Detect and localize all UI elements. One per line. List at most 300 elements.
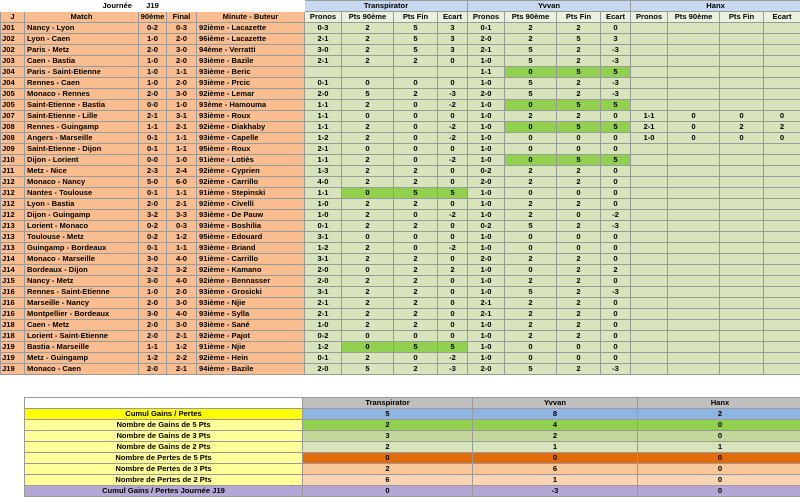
summary-value: 8 xyxy=(473,409,638,420)
score-90: 1-0 xyxy=(139,287,167,298)
column-header-row xyxy=(1,12,800,23)
cell-pts90 xyxy=(668,34,720,45)
cell-pronos: 4-0 xyxy=(305,177,342,188)
cell-ptsfin xyxy=(720,265,764,276)
cell-pronos: 0-1 xyxy=(305,78,342,89)
cell-ecart: -3 xyxy=(601,221,631,232)
cell-pronos: 1-0 xyxy=(468,287,505,298)
player-name-3: Hanx xyxy=(631,1,800,12)
match-day: J07 xyxy=(1,111,25,122)
cell-ecart: 0 xyxy=(438,331,468,342)
cell-ecart: 0 xyxy=(601,188,631,199)
cell-ecart: 0 xyxy=(438,166,468,177)
minute-scorer: 93ième - Boshilia xyxy=(197,221,305,232)
cell-ecart: -3 xyxy=(601,364,631,375)
minute-scorer: 92ième - Lemar xyxy=(197,89,305,100)
cell-ptsfin: 0 xyxy=(394,243,438,254)
score-90: 2-3 xyxy=(139,166,167,177)
cell-ecart: 0 xyxy=(438,144,468,155)
cell-pronos: 1-0 xyxy=(631,133,668,144)
player-name-1: Transpirator xyxy=(305,1,468,12)
cell-pronos: 1-0 xyxy=(468,353,505,364)
cell-pronos xyxy=(631,23,668,34)
cell-pronos xyxy=(631,221,668,232)
cell-ptsfin xyxy=(720,199,764,210)
cell-ptsfin xyxy=(720,67,764,78)
cell-ecart: -2 xyxy=(601,210,631,221)
score-final: 2-0 xyxy=(167,56,197,67)
cell-pts90: 0 xyxy=(505,232,557,243)
score-final: 1-1 xyxy=(167,188,197,199)
table-row xyxy=(1,298,800,309)
cell-pronos: 1-0 xyxy=(468,56,505,67)
summary-value: 2 xyxy=(303,464,473,475)
cell-pronos: 0-1 xyxy=(305,353,342,364)
summary-header-row xyxy=(25,398,800,409)
cell-pts90 xyxy=(668,243,720,254)
cell-ptsfin: 2 xyxy=(557,298,601,309)
journee-label: Journée xyxy=(25,1,139,12)
minute-scorer: 92ième - Cyprien xyxy=(197,166,305,177)
cell-ptsfin xyxy=(720,144,764,155)
cell-pts90: 5 xyxy=(505,89,557,100)
cell-ptsfin: 2 xyxy=(394,364,438,375)
cell-ptsfin: 0 xyxy=(394,155,438,166)
cell-ecart xyxy=(764,45,800,56)
minute-scorer: 93ième - Njie xyxy=(197,298,305,309)
score-90: 0-0 xyxy=(139,100,167,111)
cell-ecart: 0 xyxy=(601,232,631,243)
score-final: 2-1 xyxy=(167,122,197,133)
summary-value: 5 xyxy=(303,409,473,420)
score-final: 3-1 xyxy=(167,111,197,122)
score-final: 0-3 xyxy=(167,221,197,232)
match-name: Monaco - Marseille xyxy=(25,254,139,265)
cell-pts90: 0 xyxy=(668,111,720,122)
match-name: Paris - Saint-Etienne xyxy=(25,67,139,78)
cell-pts90: 5 xyxy=(342,89,394,100)
cell-ecart: 0 xyxy=(601,331,631,342)
minute-scorer: 94ème - Verratti xyxy=(197,45,305,56)
cell-ptsfin: 0 xyxy=(557,144,601,155)
summary-row-pertes-5 xyxy=(25,453,800,464)
cell-pts90: 2 xyxy=(342,298,394,309)
cell-pronos: 3-0 xyxy=(305,45,342,56)
match-name: Dijon - Lorient xyxy=(25,155,139,166)
cell-pronos: 1-0 xyxy=(468,155,505,166)
cell-ecart: 0 xyxy=(601,144,631,155)
cell-ecart xyxy=(764,221,800,232)
cell-ptsfin: 2 xyxy=(394,56,438,67)
score-final: 4-0 xyxy=(167,309,197,320)
cell-pronos: 1-0 xyxy=(468,276,505,287)
score-final: 3-0 xyxy=(167,89,197,100)
summary-value: 6 xyxy=(473,464,638,475)
cell-ptsfin: 5 xyxy=(394,34,438,45)
cell-ecart: 0 xyxy=(438,320,468,331)
cell-pts90 xyxy=(668,320,720,331)
cell-pts90: 2 xyxy=(342,122,394,133)
summary-label: Nombre de Gains de 2 Pts xyxy=(25,442,303,453)
cell-ecart: 0 xyxy=(601,254,631,265)
match-name: Metz - Nice xyxy=(25,166,139,177)
score-final: 1-1 xyxy=(167,133,197,144)
cell-pronos: 2-1 xyxy=(305,56,342,67)
cell-pronos: 0-1 xyxy=(305,221,342,232)
minute-scorer: 93ième - Sylla xyxy=(197,309,305,320)
minute-scorer: 92ième - Carrillo xyxy=(197,177,305,188)
summary-row-gains-5 xyxy=(25,420,800,431)
cell-ecart: 0 xyxy=(438,111,468,122)
cell-pts90: 0 xyxy=(505,243,557,254)
cell-pts90: 0 xyxy=(505,188,557,199)
col-header-pts90: Pts 90ème xyxy=(505,12,557,23)
cell-ptsfin: 2 xyxy=(394,309,438,320)
cell-pronos: 2-0 xyxy=(305,276,342,287)
table-row xyxy=(1,122,800,133)
col-header-ecart: Ecart xyxy=(764,12,800,23)
cell-pts90 xyxy=(668,166,720,177)
summary-value: 2 xyxy=(303,442,473,453)
minute-scorer: 93ième - Briand xyxy=(197,243,305,254)
cell-ptsfin: 0 xyxy=(394,111,438,122)
cell-ptsfin: 0 xyxy=(557,243,601,254)
match-name: Saint-Etienne - Bastia xyxy=(25,100,139,111)
cell-pts90: 2 xyxy=(505,331,557,342)
cell-pronos: 2-0 xyxy=(468,34,505,45)
table-row xyxy=(1,45,800,56)
match-day: J12 xyxy=(1,210,25,221)
cell-ptsfin: 0 xyxy=(720,111,764,122)
cell-ecart: 0 xyxy=(601,243,631,254)
score-final: 2-1 xyxy=(167,364,197,375)
cell-ptsfin: 5 xyxy=(557,67,601,78)
cell-ecart xyxy=(764,265,800,276)
score-final: 1-1 xyxy=(167,243,197,254)
table-row xyxy=(1,144,800,155)
cell-pts90: 2 xyxy=(342,309,394,320)
cell-ecart: 0 xyxy=(438,78,468,89)
cell-pts90 xyxy=(668,188,720,199)
cell-pts90: 0 xyxy=(342,78,394,89)
score-90: 2-0 xyxy=(139,298,167,309)
cell-ptsfin xyxy=(720,309,764,320)
cell-pts90 xyxy=(668,78,720,89)
cell-pronos: 1-0 xyxy=(468,122,505,133)
cell-ecart: 5 xyxy=(601,100,631,111)
cell-pronos: 0-2 xyxy=(468,166,505,177)
cell-pts90: 0 xyxy=(505,353,557,364)
score-90: 1-0 xyxy=(139,67,167,78)
cell-pts90 xyxy=(342,67,394,78)
table-row xyxy=(1,133,800,144)
match-day: J05 xyxy=(1,89,25,100)
cell-ecart xyxy=(764,232,800,243)
minute-scorer: 93ième - Sané xyxy=(197,320,305,331)
cell-pronos: 3-1 xyxy=(305,254,342,265)
table-row xyxy=(1,67,800,78)
match-day: J16 xyxy=(1,287,25,298)
summary-label: Nombre de Gains de 3 Pts xyxy=(25,431,303,442)
cell-ptsfin: 0 xyxy=(394,331,438,342)
cell-ptsfin: 5 xyxy=(557,122,601,133)
cell-pts90: 2 xyxy=(342,276,394,287)
cell-pronos: 2-0 xyxy=(468,364,505,375)
match-name: Angers - Marseille xyxy=(25,133,139,144)
cell-ptsfin xyxy=(720,56,764,67)
cell-ecart: 0 xyxy=(438,221,468,232)
cell-ecart xyxy=(764,144,800,155)
table-row xyxy=(1,254,800,265)
minute-scorer: 93ième - Roux xyxy=(197,111,305,122)
cell-ecart: -3 xyxy=(601,45,631,56)
cell-pts90 xyxy=(668,67,720,78)
match-name: Caen - Metz xyxy=(25,320,139,331)
cell-pronos: 1-1 xyxy=(305,155,342,166)
table-row xyxy=(1,188,800,199)
cell-pronos: 1-3 xyxy=(305,166,342,177)
cell-pts90: 0 xyxy=(505,265,557,276)
summary-value: 0 xyxy=(638,486,800,497)
table-row xyxy=(1,210,800,221)
summary-value: 0 xyxy=(638,475,800,486)
minute-scorer: 93ième - Capelle xyxy=(197,133,305,144)
cell-ptsfin xyxy=(720,34,764,45)
summary-value: -3 xyxy=(473,486,638,497)
cell-pts90: 2 xyxy=(342,177,394,188)
match-name: Monaco - Nancy xyxy=(25,177,139,188)
cell-pts90 xyxy=(668,232,720,243)
cell-ecart: 0 xyxy=(601,199,631,210)
table-row xyxy=(1,166,800,177)
table-row xyxy=(1,56,800,67)
cell-pts90 xyxy=(668,298,720,309)
table-row xyxy=(1,111,800,122)
cell-ptsfin: 2 xyxy=(394,298,438,309)
cell-ecart: -2 xyxy=(438,210,468,221)
minute-scorer: 92ième - Bennasser xyxy=(197,276,305,287)
minute-scorer: 93ième - De Pauw xyxy=(197,210,305,221)
table-row xyxy=(1,320,800,331)
cell-pronos xyxy=(631,155,668,166)
match-day: J15 xyxy=(1,276,25,287)
summary-label: Cumul Gains / Pertes xyxy=(25,409,303,420)
cell-pronos xyxy=(631,199,668,210)
match-name: Saint-Etienne - Lille xyxy=(25,111,139,122)
cell-ecart: 2 xyxy=(764,122,800,133)
cell-pts90: 2 xyxy=(342,353,394,364)
score-90: 5-0 xyxy=(139,177,167,188)
score-90: 0-1 xyxy=(139,144,167,155)
match-day: J08 xyxy=(1,122,25,133)
table-row xyxy=(1,342,800,353)
cell-ptsfin xyxy=(720,177,764,188)
cell-pronos xyxy=(631,298,668,309)
score-90: 3-0 xyxy=(139,276,167,287)
minute-scorer: 93ème - Hamouma xyxy=(197,100,305,111)
match-day: J03 xyxy=(1,56,25,67)
minute-scorer: 92ième - Pajot xyxy=(197,331,305,342)
cell-ptsfin: 5 xyxy=(394,188,438,199)
cell-pts90: 0 xyxy=(505,342,557,353)
cell-ecart: -2 xyxy=(438,133,468,144)
cell-ecart: 0 xyxy=(601,177,631,188)
cell-pts90 xyxy=(668,331,720,342)
score-90: 2-0 xyxy=(139,320,167,331)
cell-ptsfin xyxy=(720,23,764,34)
cell-pronos: 1-0 xyxy=(468,243,505,254)
cell-ecart: 0 xyxy=(601,23,631,34)
minute-scorer: 95ième - Edouard xyxy=(197,232,305,243)
cell-pts90: 2 xyxy=(342,45,394,56)
score-90: 3-0 xyxy=(139,309,167,320)
score-90: 3-0 xyxy=(139,254,167,265)
cell-ecart: 0 xyxy=(438,232,468,243)
minute-scorer: 96ième - Lacazette xyxy=(197,34,305,45)
cell-ecart: -3 xyxy=(601,78,631,89)
cell-pts90: 5 xyxy=(505,221,557,232)
cell-ptsfin xyxy=(720,210,764,221)
match-name: Marseille - Nancy xyxy=(25,298,139,309)
summary-value: 2 xyxy=(473,431,638,442)
summary-player-3: Hanx xyxy=(638,398,800,409)
cell-pronos xyxy=(631,100,668,111)
cell-pts90 xyxy=(668,210,720,221)
summary-value: 0 xyxy=(638,453,800,464)
match-day: J02 xyxy=(1,45,25,56)
cell-ptsfin: 5 xyxy=(557,34,601,45)
cell-ptsfin: 2 xyxy=(720,122,764,133)
cell-ptsfin: 2 xyxy=(557,265,601,276)
cell-pts90: 5 xyxy=(505,45,557,56)
cell-pts90: 0 xyxy=(505,155,557,166)
score-90: 2-1 xyxy=(139,111,167,122)
cell-pts90: 5 xyxy=(505,364,557,375)
score-90: 2-0 xyxy=(139,45,167,56)
journee-value: J19 xyxy=(139,1,167,12)
cell-pronos: 1-0 xyxy=(468,331,505,342)
cell-ecart: -3 xyxy=(601,89,631,100)
summary-value: 0 xyxy=(638,431,800,442)
minute-scorer: 92ième - Civelli xyxy=(197,199,305,210)
cell-pts90: 5 xyxy=(505,56,557,67)
cell-ecart: 0 xyxy=(601,342,631,353)
cell-pts90 xyxy=(668,199,720,210)
score-90: 2-2 xyxy=(139,265,167,276)
score-90: 2-0 xyxy=(139,89,167,100)
cell-pts90: 2 xyxy=(505,23,557,34)
match-name: Rennes - Guingamp xyxy=(25,122,139,133)
cell-pronos xyxy=(631,144,668,155)
cell-pronos xyxy=(631,34,668,45)
cell-ecart xyxy=(764,78,800,89)
cell-ecart: 0 xyxy=(601,276,631,287)
cell-ptsfin xyxy=(720,353,764,364)
cell-ptsfin: 0 xyxy=(557,133,601,144)
minute-scorer: 92ième - Hein xyxy=(197,353,305,364)
cell-pts90 xyxy=(668,155,720,166)
match-name: Bastia - Marseille xyxy=(25,342,139,353)
cell-ptsfin xyxy=(720,320,764,331)
cell-ecart: 0 xyxy=(764,133,800,144)
cell-pronos xyxy=(631,364,668,375)
cell-ecart: -3 xyxy=(438,364,468,375)
match-day: J04 xyxy=(1,78,25,89)
cell-pronos: 1-1 xyxy=(468,67,505,78)
cell-pts90 xyxy=(668,144,720,155)
cell-ecart: 0 xyxy=(438,309,468,320)
cell-ptsfin: 2 xyxy=(557,254,601,265)
score-90: 2-0 xyxy=(139,364,167,375)
cell-pronos: 1-1 xyxy=(305,188,342,199)
cell-ptsfin: 2 xyxy=(394,320,438,331)
cell-ptsfin: 2 xyxy=(394,254,438,265)
match-day: J04 xyxy=(1,67,25,78)
summary-value: 1 xyxy=(473,442,638,453)
col-header-match: Match xyxy=(25,12,139,23)
cell-pts90 xyxy=(668,89,720,100)
cell-pronos xyxy=(631,188,668,199)
cell-pronos: 1-1 xyxy=(631,111,668,122)
cell-ecart xyxy=(764,320,800,331)
cell-ecart xyxy=(764,353,800,364)
cell-pts90: 2 xyxy=(342,199,394,210)
cell-pronos xyxy=(631,78,668,89)
cell-pronos: 1-0 xyxy=(468,199,505,210)
cell-pronos: 2-0 xyxy=(305,265,342,276)
match-name: Paris - Metz xyxy=(25,45,139,56)
cell-ecart: 3 xyxy=(601,34,631,45)
cell-ecart xyxy=(764,364,800,375)
col-header-pts90: Pts 90ème xyxy=(668,12,720,23)
match-day: J14 xyxy=(1,265,25,276)
cell-ecart: 0 xyxy=(601,166,631,177)
summary-value: 0 xyxy=(303,453,473,464)
cell-ptsfin xyxy=(720,221,764,232)
match-name: Nancy - Metz xyxy=(25,276,139,287)
col-header-minute: Minute - Buteur xyxy=(197,12,305,23)
summary-label: Nombre de Pertes de 2 Pts xyxy=(25,475,303,486)
match-name: Monaco - Caen xyxy=(25,364,139,375)
cell-pronos: 2-0 xyxy=(305,364,342,375)
cell-pronos: 2-1 xyxy=(305,298,342,309)
cell-pronos xyxy=(631,210,668,221)
cell-ptsfin: 5 xyxy=(394,45,438,56)
cell-ecart xyxy=(764,331,800,342)
cell-pts90: 2 xyxy=(342,166,394,177)
col-header-90: 90ème xyxy=(139,12,167,23)
cell-pronos: 2-0 xyxy=(468,177,505,188)
cell-ptsfin: 0 xyxy=(557,210,601,221)
summary-row-gains-3 xyxy=(25,431,800,442)
cell-ecart: 5 xyxy=(438,342,468,353)
score-final: 3-2 xyxy=(167,265,197,276)
cell-pronos: 2-1 xyxy=(468,309,505,320)
cell-pts90: 2 xyxy=(342,221,394,232)
cell-ecart: -2 xyxy=(438,100,468,111)
score-90: 2-0 xyxy=(139,331,167,342)
cell-ptsfin: 0 xyxy=(394,122,438,133)
cell-ecart xyxy=(764,276,800,287)
cell-pts90: 0 xyxy=(668,122,720,133)
cell-ecart: 5 xyxy=(601,122,631,133)
cell-ecart: 0 xyxy=(438,199,468,210)
cell-ecart: 0 xyxy=(601,298,631,309)
match-name: Toulouse - Metz xyxy=(25,232,139,243)
match-name: Bordeaux - Dijon xyxy=(25,265,139,276)
summary-row-cumul xyxy=(25,409,800,420)
cell-pronos xyxy=(631,45,668,56)
